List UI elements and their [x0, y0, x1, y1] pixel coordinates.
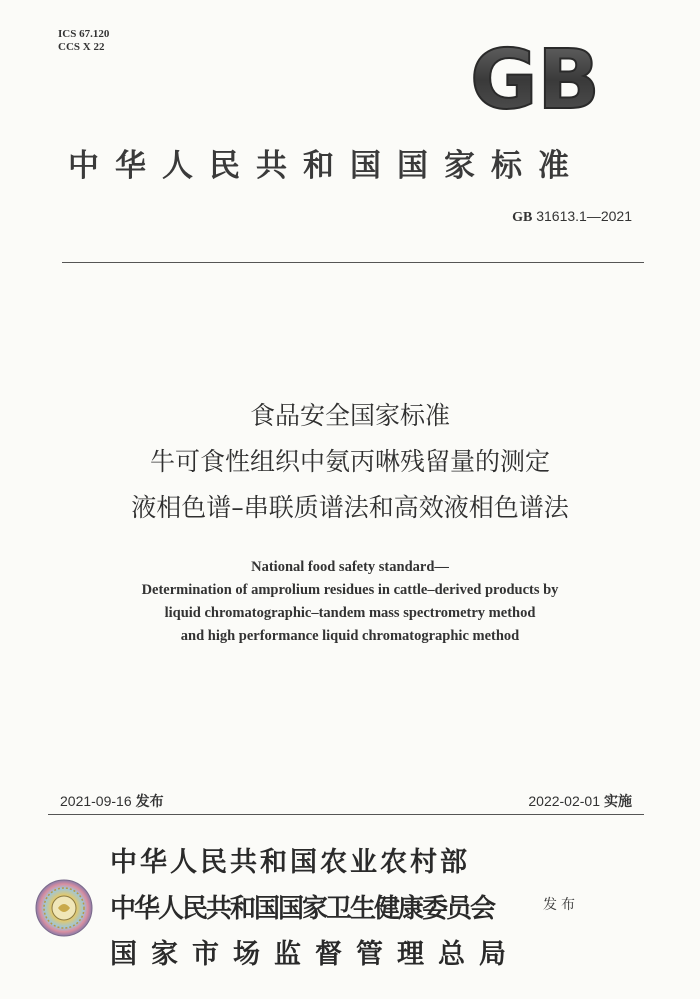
issuing-authorities	[110, 840, 520, 978]
gb-logo-text: GB	[470, 42, 600, 116]
gb-logo	[465, 42, 605, 116]
implementation-date-label: 实施	[604, 794, 632, 810]
issuer-line: 中华人民共和国国家卫生健康委员会	[110, 894, 495, 924]
issue-date-value: 2021-09-16	[60, 793, 132, 809]
classification-codes	[58, 28, 109, 54]
issuer-line: 中华人民共和国农业农村部	[110, 847, 470, 878]
english-title-line: Determination of amprolium residues in cattle–derived products by	[141, 582, 559, 598]
ccs-code: CCS X 22	[58, 41, 105, 53]
english-title-line: and high performance liquid chromatographic method	[180, 628, 520, 644]
implementation-date-value: 2022-02-01	[528, 793, 600, 809]
chinese-title	[0, 393, 700, 531]
top-divider	[62, 262, 644, 263]
publish-label: 发布	[543, 897, 579, 913]
anti-counterfeit-seal-icon	[34, 878, 94, 938]
english-title-line: liquid chromatographic–tandem mass spectrometry method	[164, 605, 536, 621]
english-title-line: National food safety standard—	[251, 559, 449, 575]
ics-code: ICS 67.120	[58, 28, 110, 40]
standard-number-prefix: GB	[512, 210, 533, 225]
standard-number	[512, 208, 632, 226]
issue-date-label: 发布	[135, 794, 164, 810]
issuer-line: 国家市场监督管理总局	[110, 939, 520, 970]
standard-number-value: 31613.1—2021	[536, 208, 632, 224]
english-title	[0, 556, 700, 648]
chinese-title-line: 液相色谱–串联质谱法和高效液相色谱法	[131, 493, 569, 522]
chinese-title-line: 牛可食性组织中氨丙啉残留量的测定	[149, 447, 550, 476]
implementation-date	[528, 791, 632, 811]
chinese-title-line: 食品安全国家标准	[249, 401, 450, 430]
issue-date	[60, 791, 164, 811]
standard-type-title: 中华人民共和国国家标准	[68, 148, 585, 184]
bottom-divider	[48, 814, 644, 815]
